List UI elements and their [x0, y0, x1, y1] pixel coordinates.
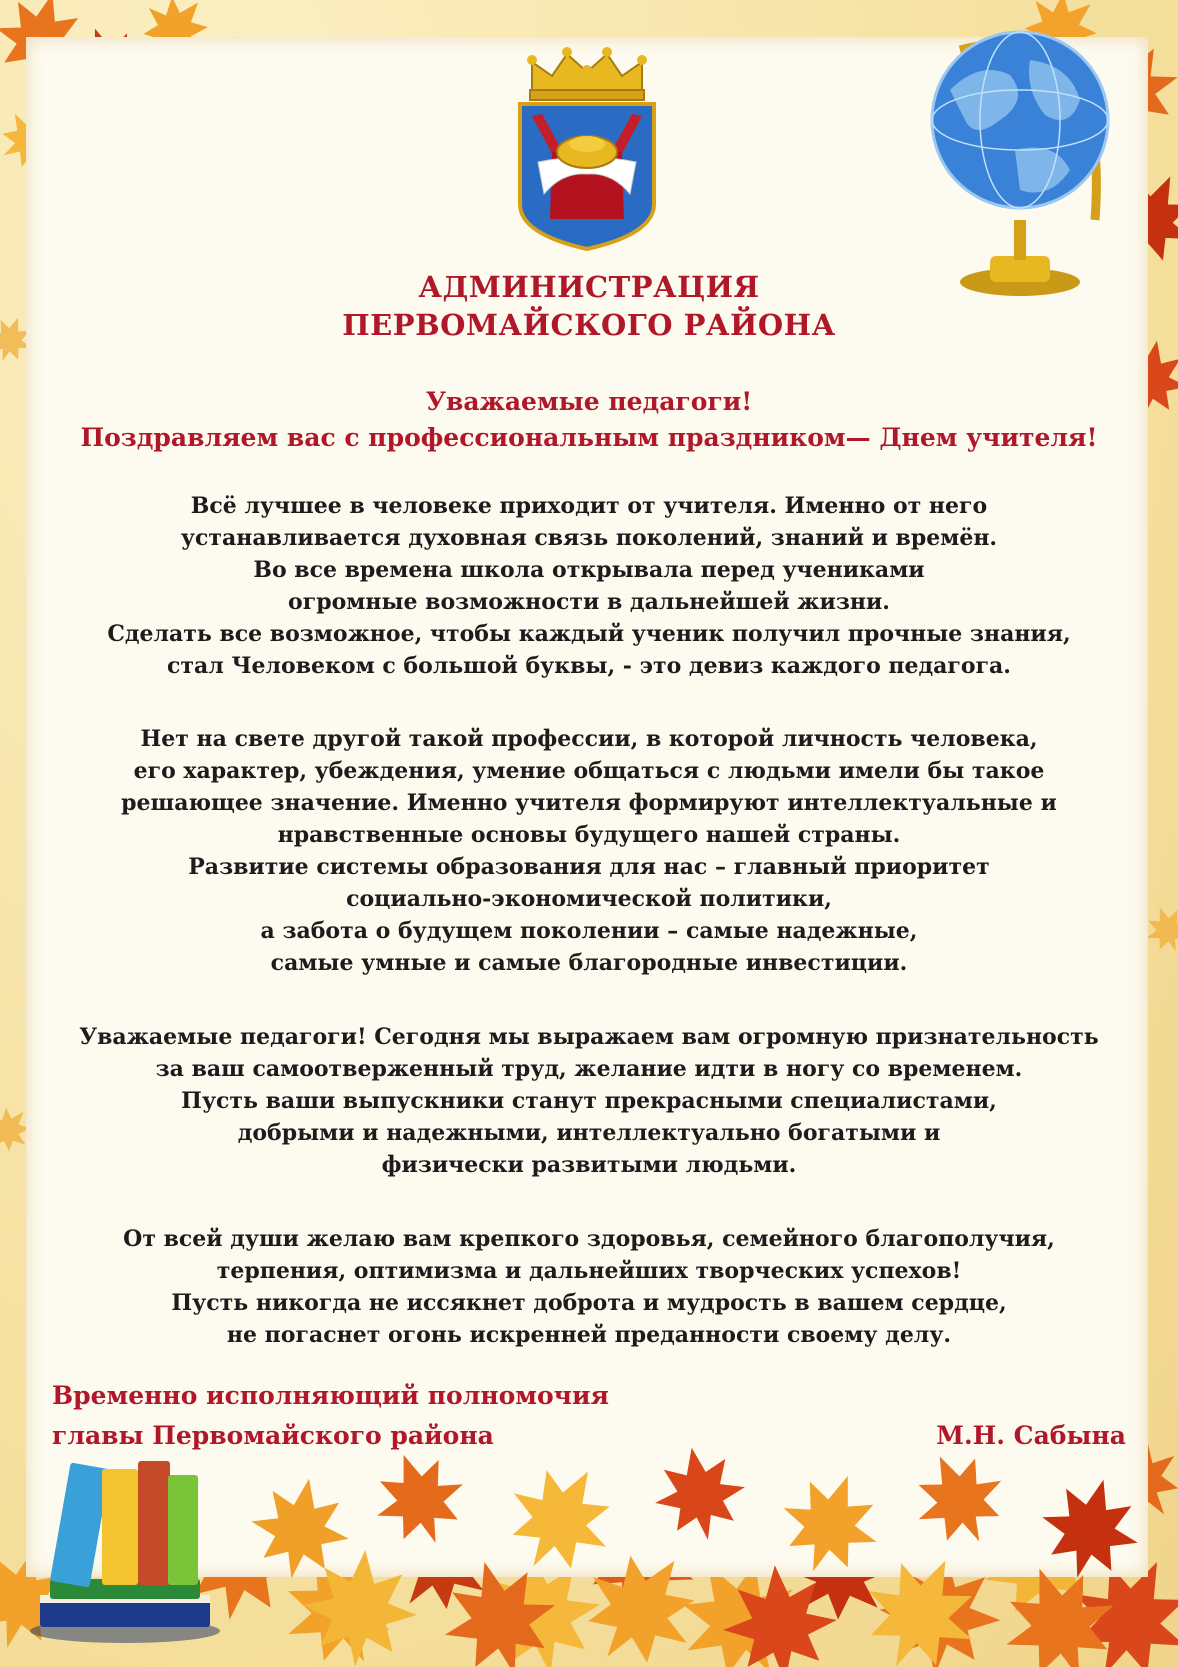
- position-line-2: главы Первомайского района: [52, 1421, 494, 1450]
- text-line: за ваш самоотверженный труд, желание идти в ногу со временем.: [155, 1056, 1023, 1082]
- text-line: нравственные основы будущего нашей страны.: [277, 822, 901, 848]
- text-line: физически развитыми людьми.: [381, 1152, 797, 1178]
- text-line: Сделать все возможное, чтобы каждый ученик получил прочные знания,: [107, 621, 1071, 647]
- greeting-line-1: Уважаемые педагоги!: [425, 387, 753, 416]
- text-line: социально-экономической политики,: [346, 886, 832, 912]
- books-icon: [20, 1455, 230, 1645]
- coat-of-arms-icon: [512, 44, 662, 254]
- text-line: Нет на свете другой такой профессии, в которой личность человека,: [140, 726, 1038, 752]
- globe-icon: [920, 20, 1130, 310]
- signature-name: М.Н. Сабына: [936, 1421, 1126, 1450]
- paragraph-1: [0, 490, 1178, 682]
- text-line: решающее значение. Именно учителя формируют интеллектуальные и: [121, 790, 1057, 816]
- text-line: не погаснет огонь искренней преданности своему делу.: [226, 1322, 952, 1348]
- text-line: Во все времена школа открывала перед учениками: [253, 557, 925, 583]
- title-line-2: ПЕРВОМАЙСКОГО РАЙОНА: [342, 308, 836, 342]
- greeting: [0, 384, 1178, 456]
- text-line: Уважаемые педагоги! Сегодня мы выражаем вам огромную признательность: [79, 1024, 1099, 1050]
- text-line: стал Человеком с большой буквы, - это девиз каждого педагога.: [167, 653, 1011, 679]
- text-line: Всё лучшее в человеке приходит от учителя. Именно от него: [190, 493, 988, 519]
- paragraph-4: [0, 1223, 1178, 1351]
- paragraph-3: [0, 1021, 1178, 1181]
- text-line: его характер, убеждения, умение общаться с людьми имели бы такое: [133, 758, 1045, 784]
- signature-position: [52, 1376, 609, 1456]
- text-line: От всей души желаю вам крепкого здоровья, семейного благополучия,: [123, 1226, 1055, 1252]
- text-line: огромные возможности в дальнейшей жизни.: [288, 589, 890, 615]
- text-line: Развитие системы образования для нас – главный приоритет: [188, 854, 990, 880]
- text-line: устанавливается духовная связь поколений, знаний и времён.: [180, 525, 998, 551]
- position-line-1: Временно исполняющий полномочия: [52, 1381, 609, 1410]
- text-line: а забота о будущем поколении – самые надежные,: [260, 918, 918, 944]
- text-line: самые умные и самые благородные инвестиции.: [270, 950, 908, 976]
- organization-title: [0, 268, 1178, 344]
- title-line-1: АДМИНИСТРАЦИЯ: [418, 270, 760, 304]
- text-line: Пусть никогда не иссякнет доброта и мудрость в вашем сердце,: [171, 1290, 1007, 1316]
- text-line: терпения, оптимизма и дальнейших творческих успехов!: [216, 1258, 962, 1284]
- text-line: Пусть ваши выпускники станут прекрасными специалистами,: [181, 1088, 997, 1114]
- text-line: добрыми и надежными, интеллектуально богатыми и: [237, 1120, 941, 1146]
- greeting-line-2: Поздравляем вас с профессиональным праздником— Днем учителя!: [80, 423, 1098, 452]
- paragraph-2: [0, 723, 1178, 979]
